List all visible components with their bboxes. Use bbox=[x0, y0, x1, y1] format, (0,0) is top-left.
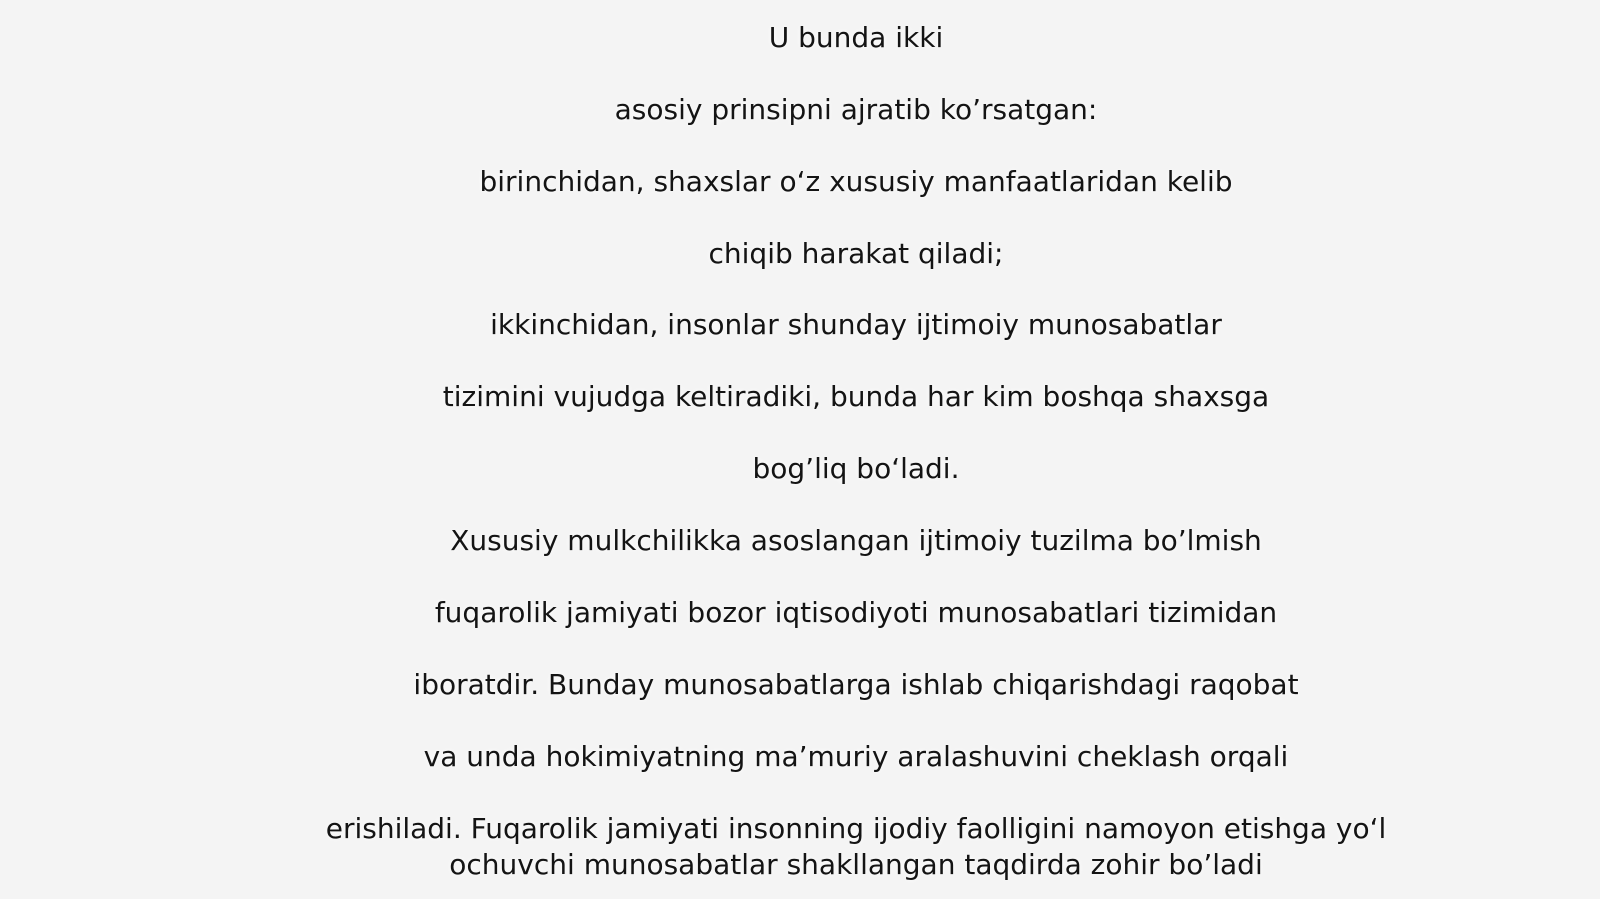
text-line: asosiy prinsipni ajratib ko’rsatgan: bbox=[614, 93, 1098, 126]
text-line: ikkinchidan, insonlar shunday ijtimoiy munosabatlar bbox=[490, 308, 1222, 341]
text-line: bog’liq bo‘ladi. bbox=[752, 452, 960, 485]
text-line: Xususiy mulkchilikka asoslangan ijtimoiy tuzilma bo’lmish bbox=[450, 524, 1262, 557]
text-line: erishiladi. Fuqarolik jamiyati insonning ijodiy faolligini namoyon etishga yo‘l bbox=[325, 812, 1387, 845]
text-line: iboratdir. Bunday munosabatlarga ishlab chiqarishdagi raqobat bbox=[413, 668, 1299, 701]
text-line: va unda hokimiyatning ma’muriy aralashuvini cheklash orqali bbox=[423, 740, 1289, 773]
text-line: ochuvchi munosabatlar shakllangan taqdirda zohir bo’ladi bbox=[449, 848, 1263, 881]
text-line: tizimini vujudga keltiradiki, bunda har kim boshqa shaxsga bbox=[442, 380, 1270, 413]
text-line: birinchidan, shaxslar o‘z xususiy manfaatlaridan kelib bbox=[479, 165, 1233, 198]
text-line: fuqarolik jamiyati bozor iqtisodiyoti munosabatlari tizimidan bbox=[434, 596, 1278, 629]
text-line: U bunda ikki bbox=[768, 21, 944, 54]
text-line: chiqib harakat qiladi; bbox=[708, 237, 1004, 270]
